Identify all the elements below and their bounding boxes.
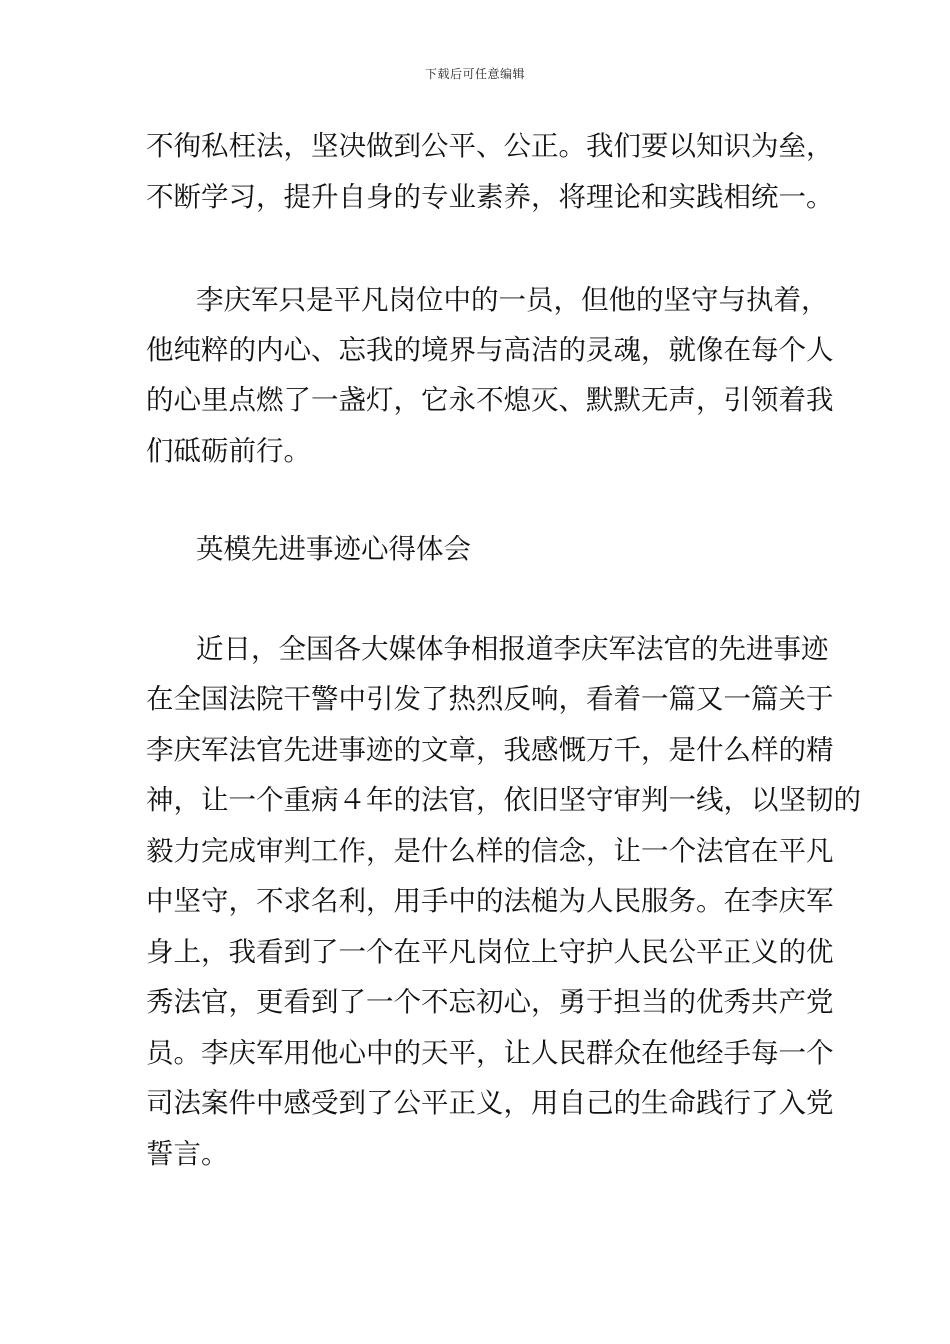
paragraph-line: 毅力完成审判工作，是什么样的信念，让一个法官在平凡 bbox=[146, 835, 834, 867]
paragraph-line: 誓言。 bbox=[146, 1138, 229, 1170]
paragraph-line: 李庆军只是平凡岗位中的一员，但他的坚守与执着， bbox=[196, 284, 829, 316]
paragraph-line: 不断学习，提升自身的专业素养，将理论和实践相统一。 bbox=[146, 181, 834, 213]
paragraph-line: 神，让一个重病４年的法官，依旧坚守审判一线，以坚韧的 bbox=[146, 784, 861, 816]
paragraph-line: 李庆军法官先进事迹的文章，我感慨万千，是什么样的精 bbox=[146, 734, 834, 766]
paragraph-line: 员。李庆军用他心中的天平，让人民群众在他经手每一个 bbox=[146, 1037, 834, 1069]
paragraph-line: 中坚守，不求名利，用手中的法槌为人民服务。在李庆军 bbox=[146, 885, 834, 917]
section-heading: 英模先进事迹心得体会 bbox=[196, 533, 471, 565]
paragraph-line: 们砥砺前行。 bbox=[146, 435, 311, 467]
page-header-note: 下载后可任意编辑 bbox=[424, 67, 525, 81]
paragraph-line: 秀法官，更看到了一个不忘初心，勇于担当的优秀共产党 bbox=[146, 986, 834, 1018]
paragraph-line: 不徇私枉法，坚决做到公平、公正。我们要以知识为垒， bbox=[146, 130, 834, 162]
paragraph-line: 在全国法院干警中引发了热烈反响，看着一篇又一篇关于 bbox=[146, 683, 834, 715]
paragraph-line: 身上，我看到了一个在平凡岗位上守护人民公平正义的优 bbox=[146, 936, 834, 968]
paragraph-line: 司法案件中感受到了公平正义，用自己的生命践行了入党 bbox=[146, 1087, 834, 1119]
paragraph-line: 他纯粹的内心、忘我的境界与高洁的灵魂，就像在每个人 bbox=[146, 334, 834, 366]
paragraph-line: 近日，全国各大媒体争相报道李庆军法官的先进事迹 bbox=[196, 633, 829, 665]
paragraph-line: 的心里点燃了一盏灯，它永不熄灭、默默无声，引领着我 bbox=[146, 384, 834, 416]
